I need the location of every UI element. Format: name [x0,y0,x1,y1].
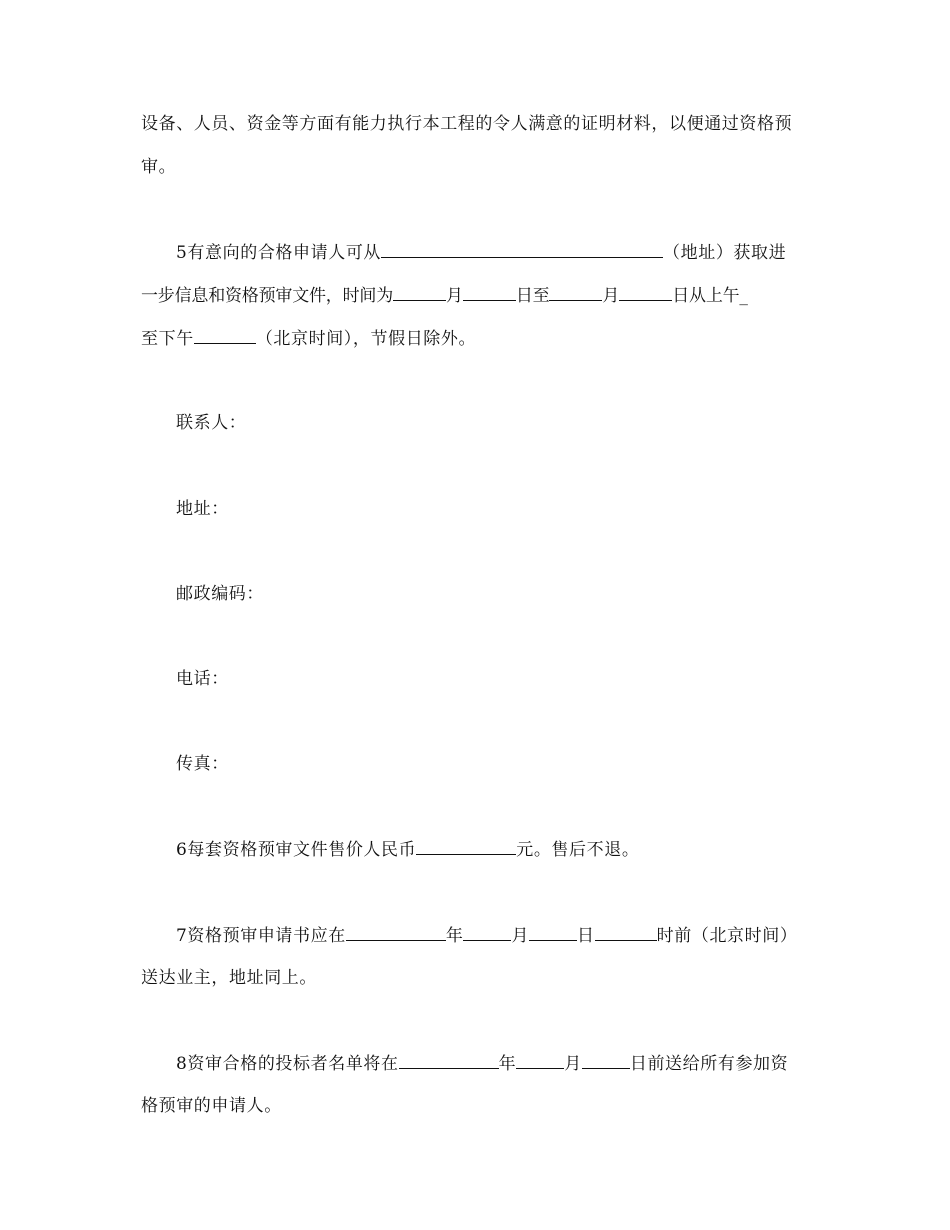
para8-line1 [176,1052,848,1075]
end-month-blank [549,284,602,301]
submit-month-blank [463,924,511,941]
notify-day-blank [582,1052,630,1069]
para8-line2: 格预审的申请人。 [141,1096,282,1116]
afternoon-time-blank [194,327,256,344]
notify-month-blank [516,1052,564,1069]
contact-person-label: 联系人： [176,413,247,433]
submit-day-blank [529,924,577,941]
para7-text-e: 时前（北京时间） [656,926,798,946]
submit-year-blank [346,924,446,941]
para5-text-c: 一步信息和资格预审文件，时间为 [141,286,393,306]
para5-text-g: 日从上午_ [672,286,748,306]
start-day-blank [463,284,516,301]
para8-text-d: 日前送给所有参加资 [629,1054,789,1074]
fax-label: 传真： [176,754,229,774]
para5-text-d: 月 [446,286,463,306]
para6-line1 [176,838,848,861]
submit-hour-blank [595,924,657,941]
para7-text-d: 日 [577,926,595,946]
para4-line2: 审。 [141,157,177,177]
para5-text-i: （北京时间），节假日除外。 [255,329,477,349]
para5-text-f: 月 [602,286,620,306]
para4-line1: 设备、人员、资金等方面有能力执行本工程的令人满意的证明材料，以便通过资格预 [141,114,793,134]
para8-text-b: 年 [498,1054,517,1074]
para5-line2 [141,284,813,307]
para7-line2: 送达业主，地址同上。 [141,968,317,988]
para5-text-b: （地址）获取进 [663,243,787,263]
para7-text-a: 7资格预审申请书应在 [176,926,346,946]
para6-text-a: 6每套资格预审文件售价人民币 [176,840,417,860]
para7-line1 [176,924,848,947]
postcode-label: 邮政编码： [176,584,264,604]
para8-text-c: 月 [564,1054,582,1074]
para5-text-a: 5有意向的合格申请人可从 [176,243,382,263]
para7-text-b: 年 [445,926,464,946]
address-blank [381,241,663,258]
para5-text-e: 日至 [515,286,550,306]
phone-label: 电话： [176,669,229,689]
para8-text-a: 8资审合格的投标者名单将在 [176,1054,399,1074]
address-label: 地址： [176,499,229,519]
para5-line1 [176,241,848,264]
para5-text-h: 至下午 [141,329,194,349]
price-blank [416,838,516,855]
start-month-blank [393,284,446,301]
notify-year-blank [399,1052,499,1069]
para6-text-b: 元。售后不退。 [516,840,640,860]
para5-line3 [141,327,813,350]
para7-text-c: 月 [511,926,530,946]
end-day-blank [619,284,672,301]
